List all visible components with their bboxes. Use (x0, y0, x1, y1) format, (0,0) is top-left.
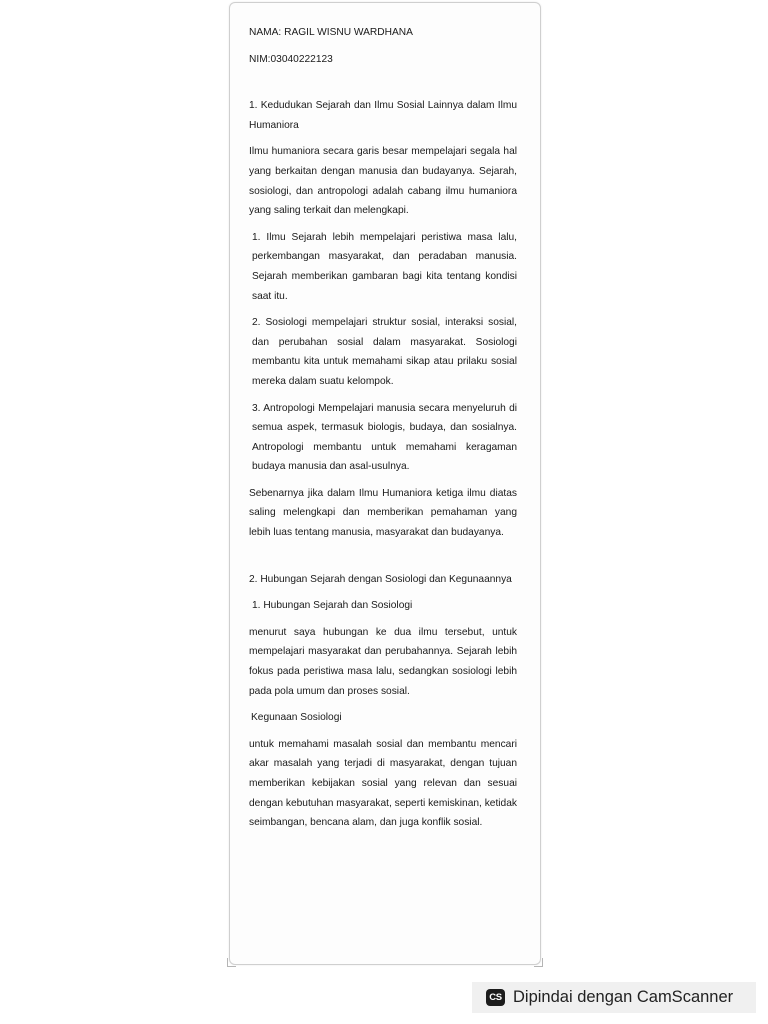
section-1-point-3: 3. Antropologi Mempelajari manusia secara menyeluruh di semua aspek, termasuk biologis, budaya, dan sosialnya. Antropologi membantu untuk memahami keragaman budaya manusia dan asal-usulnya. (252, 402, 517, 473)
section-1-point-1: 1. Ilmu Sejarah lebih mempelajari peristiwa masa lalu, perkembangan masyarakat, dan peradaban manusia. Sejarah memberikan gambaran bagi kita tentang kondisi saat itu. (252, 231, 517, 302)
scanned-page (229, 2, 541, 965)
page-corner-mark (534, 958, 543, 967)
watermark-text: Dipindai dengan CamScanner (513, 988, 734, 1006)
section-2-sub-2-heading: Kegunaan Sosiologi (251, 712, 342, 724)
section-1-intro: Ilmu humaniora secara garis besar mempelajari segala hal yang berkaitan dengan manusia dan budayanya. Sejarah, sosiologi, dan antropologi adalah cabang ilmu humaniora yang saling terkait dan melengkapi. (249, 146, 517, 217)
student-name: NAMA: RAGIL WISNU WARDHANA (249, 27, 413, 38)
camscanner-logo-icon: CS (486, 989, 505, 1006)
section-2-heading: 2. Hubungan Sejarah dengan Sosiologi dan Kegunaannya (249, 573, 512, 585)
document-body (249, 23, 517, 833)
page-corner-mark (227, 958, 236, 967)
student-nim: NIM:03040222123 (249, 53, 333, 65)
section-2-sub-2-text: untuk memahami masalah sosial dan membantu mencari akar masalah yang terjadi di masyarakat, dengan tujuan memberikan kebijakan sosial yang relevan dan sesuai dengan kebutuhan masyarakat, seperti kemiskinan, ketidak seimbangan, bencana alam, dan juga konflik sosial. (249, 738, 517, 829)
section-1-point-2: 2. Sosiologi mempelajari struktur sosial, interaksi sosial, dan perubahan sosial dalam masyarakat. Sosiologi membantu kita untuk memahami sikap atau prilaku sosial mereka dalam suatu kelompok. (252, 317, 517, 387)
section-2-sub-1-heading: 1. Hubungan Sejarah dan Sosiologi (252, 600, 413, 612)
section-1-conclusion: Sebenarnya jika dalam Ilmu Humaniora ketiga ilmu diatas saling melengkapi dan memberikan pemahaman yang lebih luas tentang manusia, masyarakat dan budayanya. (249, 487, 517, 539)
section-2-sub-1-text: menurut saya hubungan ke dua ilmu tersebut, untuk mempelajari masyarakat dan perubahannya. Sejarah lebih fokus pada peristiwa masa lalu, sedangkan sosiologi lebih pada pola umum dan proses sosial. (249, 626, 517, 697)
section-1-heading: 1. Kedudukan Sejarah dan Ilmu Sosial Lainnya dalam Ilmu Humaniora (249, 100, 517, 131)
camscanner-watermark (472, 982, 756, 1013)
